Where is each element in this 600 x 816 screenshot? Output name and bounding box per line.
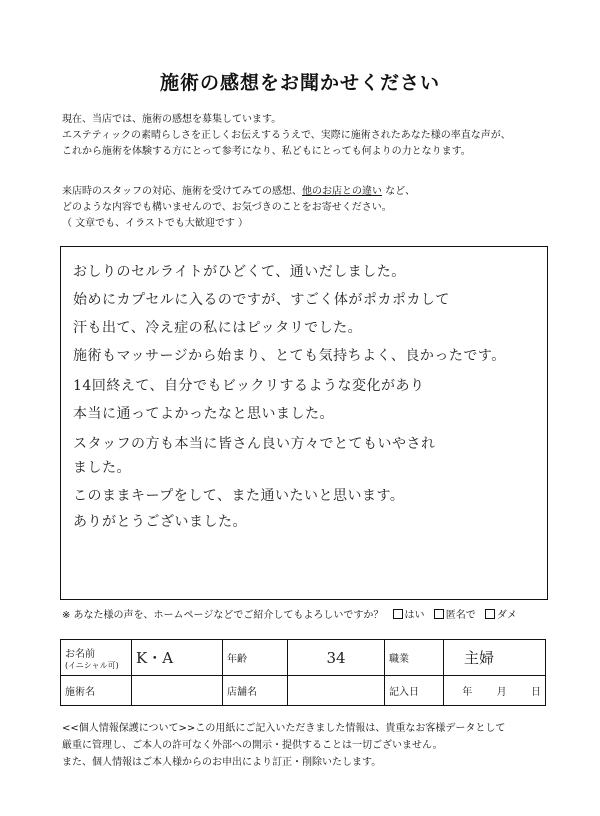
handwritten-line: おしりのセルライトがひどくて、通いだしました。 [73,264,406,280]
name-value-cell[interactable] [132,640,223,676]
handwritten-line: 始めにカプセルに入るのですが、すごく体がポカポカして [73,292,450,308]
store-label-cell [223,676,288,706]
consent-question [62,606,572,621]
date-value-cell[interactable] [444,676,546,706]
store-value-cell[interactable] [288,676,385,706]
handwritten-line: 14回終えて、自分でもビックリするような変化があり [73,378,425,394]
name-label: お名前 [65,648,95,660]
privacy-line: 厳重に管理し、ご本人の許可なく外部への開示・提供することは一切ございません。 [62,740,443,751]
checkbox-yes[interactable] [393,609,403,619]
checkbox-anonymous[interactable] [434,609,444,619]
job-label-cell [385,640,444,676]
name-sub-label: (イニシャル可) [65,660,119,670]
age-label-cell [223,640,288,676]
year-label: 年 [462,687,473,698]
option-label-yes: はい [404,610,425,621]
handwritten-line: 本当に通ってよかったなと思いました。 [73,406,334,422]
name-value: K・A [136,649,174,667]
invite-line: （ 文章でも、イラストでも大歓迎です ） [62,218,249,229]
job-value-cell[interactable] [444,640,546,676]
day-label: 日 [531,687,541,698]
page-title: 施術の感想をお聞かせください [159,72,440,94]
age-value: 34 [326,648,346,667]
privacy-notice [62,720,572,771]
treatment-value-cell[interactable] [132,676,223,706]
handwritten-comment-box [60,246,548,600]
job-value: 主婦 [464,649,495,667]
handwritten-line: スタッフの方も本当に皆さん良い方々でとてもいやされ [73,436,436,452]
month-label: 月 [496,687,507,698]
intro-line: これから施術を体験する方にとって参考になり、私どもにとっても何よりの力となります。 [62,146,471,157]
privacy-line: また、個人情報はご本人様からのお申出により訂正・削除いたします。 [62,757,382,768]
invite-text [62,184,562,232]
handwritten-line: ありがとうございました。 [73,514,247,530]
handwritten-line: 汗も出て、冷え症の私にはピッタリでした。 [73,320,363,336]
intro-text [62,112,562,160]
date-label: 記入日 [389,687,419,698]
invite-text-part: など、 [382,186,416,197]
underlined-phrase: 他のお店との違い [302,186,382,197]
store-label: 店舗名 [227,687,257,698]
option-label-anonymous: 匿名で [445,610,476,621]
info-form-table [60,639,546,706]
handwritten-line: ました。 [73,460,131,476]
consent-question-text: ※ あなた様の声を、ホームページなどでご紹介してもよろしいですか？ [62,610,384,621]
date-label-cell [385,676,444,706]
treatment-label: 施術名 [65,687,95,698]
job-label: 職業 [389,654,409,665]
intro-line: 現在、当店では、施術の感想を募集しています。 [62,114,282,125]
handwritten-line: このままキープをして、また通いたいと思います。 [73,488,405,504]
age-label: 年齢 [227,654,247,665]
checkbox-no[interactable] [485,609,495,619]
invite-line [62,184,562,200]
invite-text-part: 来店時のスタッフの対応、施術を受けてみての感想、 [62,186,302,197]
option-label-no: ダメ [496,610,517,621]
treatment-label-cell [61,676,132,706]
privacy-line: <<個人情報保護について>>この用紙にご記入いただきました情報は、貴重なお客様データとして [62,723,506,734]
intro-line: エステティックの素晴らしさを正しくお伝えするうえで、実際に施術されたあなた様の率直な声が、 [62,130,511,141]
age-value-cell[interactable] [288,640,385,676]
invite-line: どのような内容でも構いませんので、お気づきのことをお寄せください。 [62,202,392,213]
handwritten-line: 施術もマッサージから始まり、とても気持ちよく、良かったです。 [73,348,506,364]
name-label-cell [61,640,132,676]
